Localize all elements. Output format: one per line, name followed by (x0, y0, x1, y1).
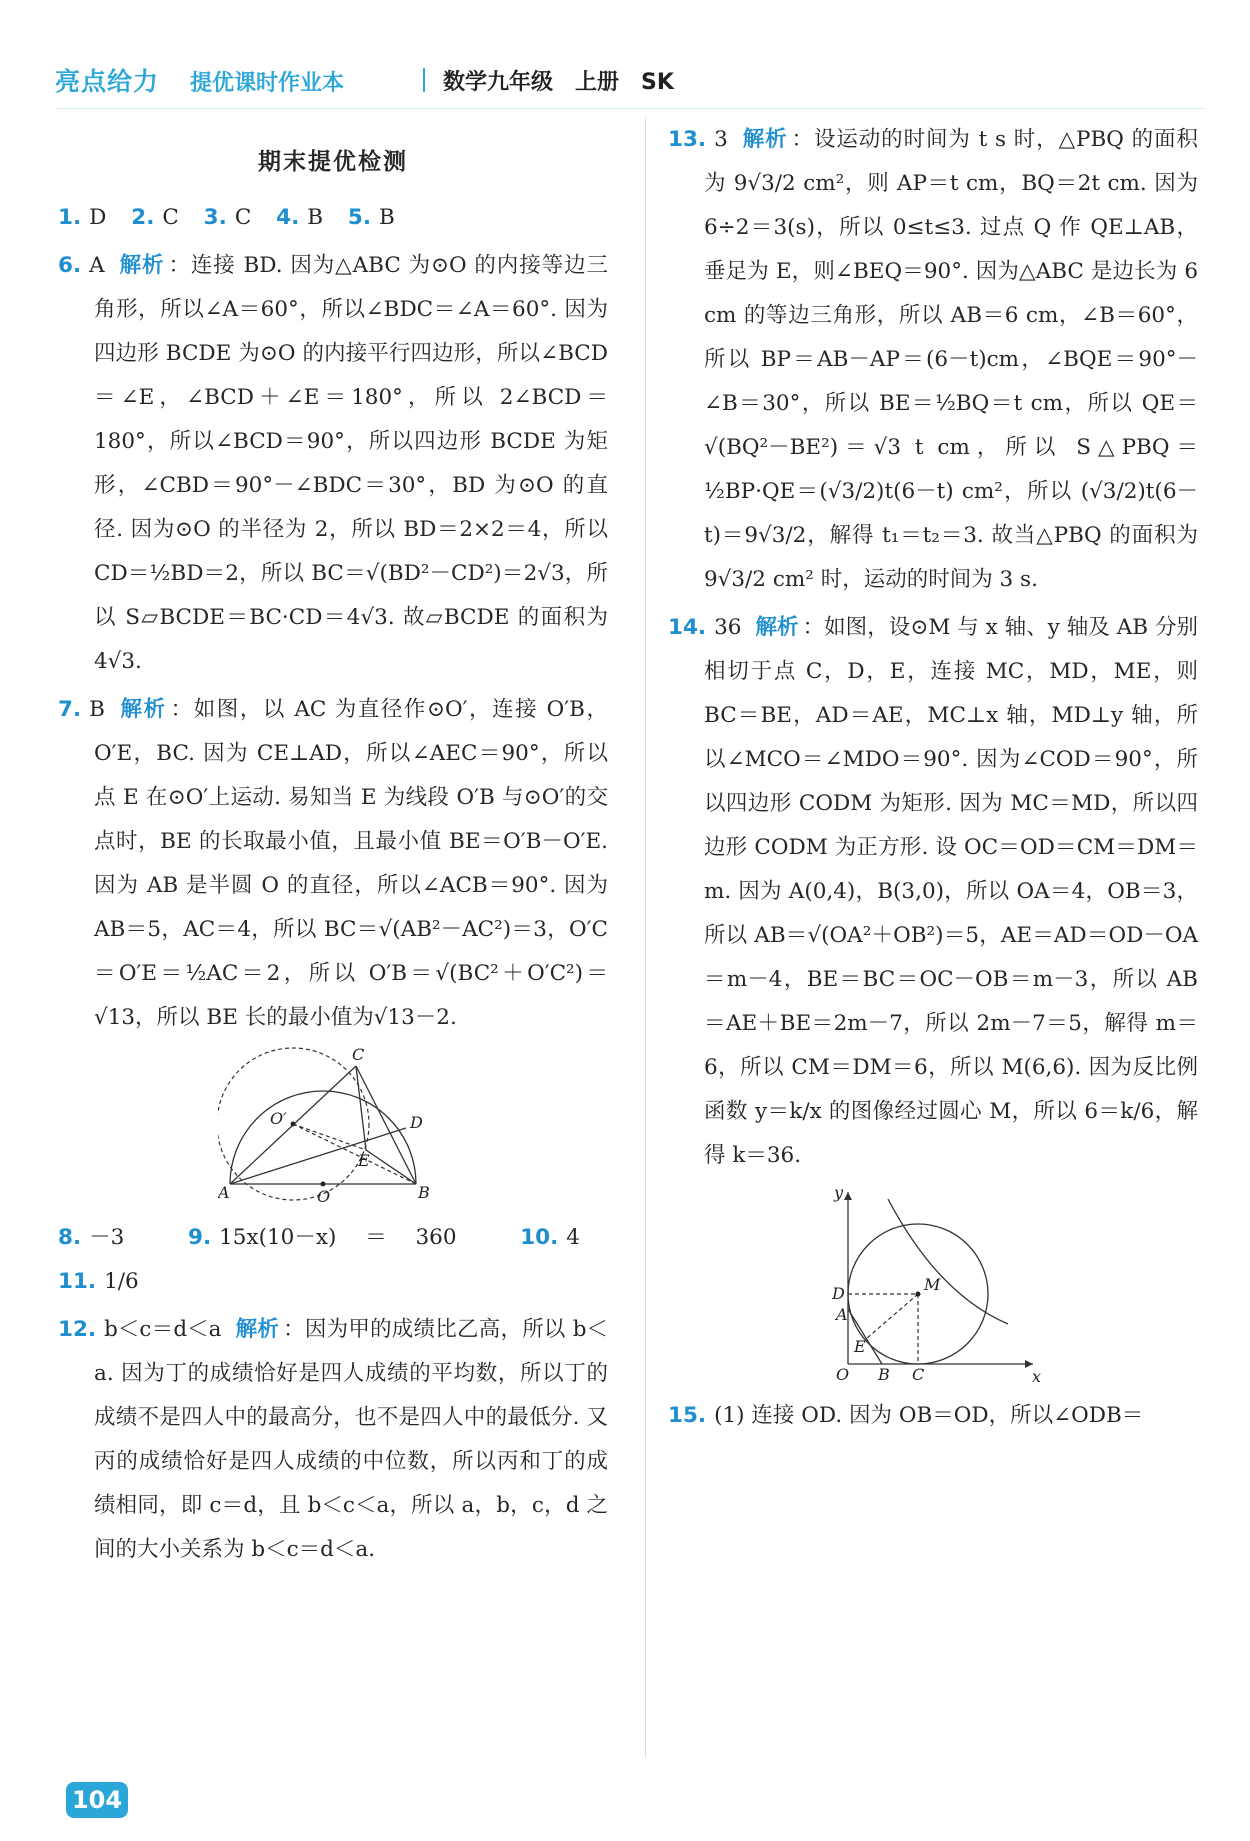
mcq-4: 4. B (276, 205, 324, 230)
label-x-axis: x (1032, 1367, 1042, 1384)
header-separator (423, 68, 425, 92)
label-e: E (854, 1337, 866, 1356)
label-b: B (418, 1183, 430, 1202)
page-header (55, 60, 1205, 100)
mcq-3: 3. C (203, 205, 252, 230)
label-c: C (912, 1365, 925, 1384)
label-o-prime: O′ (270, 1109, 287, 1128)
fill-10: 10. 4 (520, 1225, 580, 1250)
label-d: D (832, 1284, 845, 1303)
question-13: 13. 3 解析 ：设运动的时间为 t s 时，△PBQ 的面积为 9√3/2 cm²，则 AP＝t cm，BQ＝2t cm. 因为 6÷2＝3(s)，所以 0≤t≤3. 过点 Q 作 QE⊥AB，垂足为 E，则∠BEQ＝90°. 因为△ABC 是边长为 6 cm 的等边三角形，所以 AB＝6 cm，∠B＝60°，所以 BP＝AB－AP＝(6－t)cm，∠BQE＝90°－∠B＝30°，所以 BE＝½BQ＝t cm，所以 QE＝√(BQ²－BE²)＝√3 t cm，所以 S△PBQ＝½BP·QE＝(√3/2)t(6－t) cm²，所以 (√3/2)t(6－t)＝9√3/2，解得 t₁＝t₂＝3. 故当△PBQ 的面积为 9√3/2 cm² 时，运动的时间为 3 s. (668, 127, 1198, 592)
question-15: 15. (1) 连接 OD. 因为 OB＝OD，所以∠ODB＝ (668, 1403, 1144, 1428)
coordinate-circle-diagram (818, 1184, 1048, 1384)
fill-answers (58, 1216, 608, 1304)
mcq-5: 5. B (347, 205, 395, 230)
header-rule (55, 108, 1205, 109)
book-title: 数学九年级 上册 SK (443, 70, 674, 95)
label-c: C (352, 1046, 365, 1064)
label-b: B (878, 1365, 890, 1384)
figure-semicircle (58, 1046, 608, 1206)
page-number: 104 (66, 1782, 128, 1818)
figure-coordinate-circle (668, 1184, 1198, 1384)
section-title: 期末提优检测 (258, 149, 408, 175)
question-7: 7. B 解析 ：如图，以 AC 为直径作⊙O′，连接 O′B，O′E，BC. 因为 CE⊥AD，所以∠AEC＝90°，所以点 E 在⊙O′上运动. 易知当 E 为线段 O′B 与⊙O′的交点时，BE 的长取最小值，且最小值 BE＝O′B－O′E. 因为 AB 是半圆 O 的直径，所以∠ACB＝90°. 因为 AB＝5，AC＝4，所以 BC＝√(AB²－AC²)＝3，O′C＝O′E＝½AC＝2，所以 O′B＝√(BC²＋O′C²)＝√13，所以 BE 长的最小值为√13－2. (58, 697, 608, 1030)
question-14: 14. 36 解析 ：如图，设⊙M 与 x 轴、y 轴及 AB 分别相切于点 C，D，E，连接 MC，MD，ME，则 BC＝BE，AD＝AE，MC⊥x 轴，MD⊥y 轴，所以∠MCO＝∠MDO＝90°. 因为∠COD＝90°，所以四边形 CODM 为矩形. 因为 MC＝MD，所以四边形 CODM 为正方形. 设 OC＝OD＝CM＝DM＝m. 因为 A(0,4)，B(3,0)，所以 OA＝4，OB＝3，所以 AB＝√(OA²＋OB²)＝5，AE＝AD＝OD－OA＝m－4，BE＝BC＝OC－OB＝m－3，所以 AB＝AE＋BE＝2m－7，所以 2m－7＝5，解得 m＝6，所以 CM＝DM＝6，所以 M(6,6). 因为反比例函数 y＝k/x 的图像经过圆心 M，所以 6＝k/6，解得 k＝36. (668, 615, 1198, 1168)
label-e: E (358, 1151, 370, 1170)
mcq-2: 2. C (131, 205, 179, 230)
label-o: O (317, 1187, 331, 1206)
fill-8: 8. －3 (58, 1225, 125, 1250)
left-column (58, 140, 608, 1576)
brand-logo: 亮点给力 (55, 67, 160, 96)
column-divider (645, 118, 646, 1758)
fill-9: 9. 15x(10－x)＝360 (187, 1225, 457, 1250)
label-a: A (218, 1183, 230, 1202)
fill-11: 11. 1/6 (58, 1269, 139, 1294)
mcq-answers (58, 196, 608, 240)
label-y-axis: y (834, 1184, 844, 1202)
label-a: A (836, 1305, 848, 1324)
mcq-1: 1. D (58, 205, 107, 230)
label-o: O (836, 1365, 850, 1384)
series-title: 提优课时作业本 (190, 71, 345, 96)
label-m: M (924, 1275, 941, 1294)
semicircle-diagram (218, 1046, 448, 1206)
question-6: 6. A 解析 ：连接 BD. 因为△ABC 为⊙O 的内接等边三角形，所以∠A＝60°，所以∠BDC＝∠A＝60°. 因为四边形 BCDE 为⊙O 的内接平行四边形，所以∠BCD＝∠E，∠BCD＋∠E＝180°，所以 2∠BCD＝180°，所以∠BCD＝90°，所以四边形 BCDE 为矩形，∠CBD＝90°－∠BDC＝30°，BD 为⊙O 的直径. 因为⊙O 的半径为 2，所以 BD＝2×2＝4，所以 CD＝½BD＝2，所以 BC＝√(BD²－CD²)＝2√3，所以 S▱BCDE＝BC·CD＝4√3. 故▱BCDE 的面积为 4√3. (58, 253, 608, 674)
label-d: D (410, 1113, 423, 1132)
right-column (668, 118, 1198, 1442)
question-12: 12. b＜c＝d＜a 解析 ：因为甲的成绩比乙高，所以 b＜a. 因为丁的成绩恰好是四人成绩的平均数，所以丁的成绩不是四人中的最高分，也不是四人中的最低分. 又丙的成绩恰好是四人成绩的中位数，所以丙和丁的成绩相同，即 c＝d，且 b＜c＜a，所以 a，b，c，d 之间的大小关系为 b＜c＝d＜a. (58, 1317, 608, 1562)
